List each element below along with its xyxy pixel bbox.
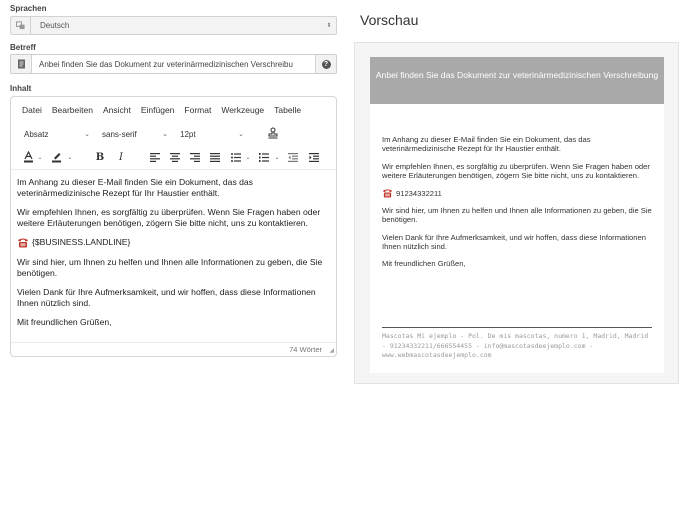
preview-paragraph: Vielen Dank für Ihre Aufmerksamkeit, und wir hoffen, dass diese Informationen Ihnen nützlich sind.: [382, 232, 646, 252]
highlight-icon: [51, 151, 62, 163]
text-color-icon: [23, 151, 34, 163]
preview-panel: [354, 42, 679, 384]
content-phone-line: [17, 237, 330, 248]
preview-title: Vorschau: [360, 12, 419, 28]
content-paragraph: Mit freundlichen Grüßen,: [17, 317, 112, 327]
content-paragraph: Wir sind hier, um Ihnen zu helfen und Ihnen alle Informationen zu geben, die Sie benötigen.: [17, 257, 323, 278]
bold-button[interactable]: B: [95, 151, 105, 163]
outdent-icon: [288, 153, 298, 162]
font-size-dropdown[interactable]: [178, 127, 246, 141]
align-justify-icon: [210, 153, 220, 162]
block-format-dropdown[interactable]: [22, 127, 92, 141]
indent-button[interactable]: [308, 149, 320, 165]
font-size-value: 12pt: [180, 129, 196, 139]
highlight-color-button[interactable]: [50, 149, 62, 165]
preview-paragraph: Mit freundlichen Grüßen,: [382, 259, 466, 269]
chevron-down-icon[interactable]: ⌄: [67, 154, 73, 161]
align-right-button[interactable]: [189, 149, 201, 165]
editor-statusbar: [11, 342, 336, 356]
chevron-down-icon: ⌄: [162, 131, 168, 138]
document-icon: [11, 55, 32, 73]
rich-text-editor: [10, 96, 337, 357]
chevron-updown-icon: ⬍: [326, 23, 332, 29]
preview-email-footer: Mascotas Mi ejemplo - Pol. De mis mascotas, numero 1, Madrid, Madrid - 91234332211/666554455 - info@mascotasdeejemplo.com - www.webmascotasdeejemplo.com: [382, 327, 652, 361]
preview-paragraph: Im Anhang zu dieser E-Mail finden Sie ein Dokument, das das veterinärmedizinische Rezept für Ihr Haustier enthält.: [382, 135, 591, 154]
chevron-down-icon[interactable]: ⌄: [37, 154, 43, 161]
preview-phone-number: 91234332211: [396, 188, 442, 198]
editor-menubar: [11, 97, 336, 123]
chevron-down-icon[interactable]: ⌄: [245, 154, 251, 161]
bullet-list-button[interactable]: [230, 149, 242, 165]
menu-format[interactable]: Format: [184, 105, 212, 115]
font-family-value: sans-serif: [102, 129, 137, 139]
preview-email-header: Anbei finden Sie das Dokument zur veterinärmedizinischen Verschreibung: [370, 57, 664, 104]
language-icon: [11, 17, 31, 34]
chevron-down-icon: ⌄: [238, 131, 244, 138]
preview-email-body: [382, 135, 654, 277]
outdent-button[interactable]: [287, 149, 299, 165]
chevron-down-icon: ⌄: [84, 131, 90, 138]
languages-label: Sprachen: [10, 4, 47, 13]
subject-input[interactable]: [32, 55, 315, 73]
content-paragraph: Im Anhang zu dieser E-Mail finden Sie ein Dokument, das das veterinärmedizinische Rezept für Ihr Haustier enthält.: [17, 177, 253, 198]
subject-label: Betreff: [10, 43, 36, 52]
preview-paragraph: Wir empfehlen Ihnen, es sorgfältig zu überprüfen. Wenn Sie Fragen haben oder weitere Erläuterungen benötigen, zögern Sie bitte nicht, uns zu kontaktieren.: [382, 161, 650, 180]
align-left-icon: [150, 153, 160, 162]
stamp-button[interactable]: [265, 125, 281, 141]
subject-field-group: [10, 54, 337, 74]
resize-handle-icon[interactable]: ◢: [329, 348, 334, 354]
chevron-down-icon[interactable]: ⌄: [274, 154, 280, 161]
editor-content-area[interactable]: [11, 169, 336, 341]
word-count: 74 Wörter: [289, 345, 322, 354]
stamp-icon: [267, 127, 279, 139]
align-right-icon: [190, 153, 200, 162]
language-select[interactable]: [10, 16, 337, 35]
help-button[interactable]: [315, 55, 336, 73]
editor-toolbar-style: [11, 147, 336, 167]
help-icon: ?: [322, 60, 331, 69]
align-left-button[interactable]: [149, 149, 161, 165]
align-justify-button[interactable]: [209, 149, 221, 165]
telephone-icon: [382, 188, 393, 198]
telephone-icon: [17, 237, 29, 248]
text-color-button[interactable]: [22, 149, 34, 165]
italic-button[interactable]: I: [119, 151, 123, 163]
menu-view[interactable]: Ansicht: [102, 105, 131, 115]
align-center-button[interactable]: [169, 149, 181, 165]
menu-tools[interactable]: Werkzeuge: [221, 105, 265, 115]
language-select-value: Deutsch: [40, 21, 70, 30]
align-center-icon: [170, 153, 180, 162]
editor-toolbar-format: [11, 123, 336, 145]
numbered-list-button[interactable]: [258, 149, 270, 165]
block-format-value: Absatz: [24, 129, 49, 139]
preview-phone-line: [382, 188, 654, 198]
menu-file[interactable]: Datei: [22, 105, 42, 115]
preview-email-card: [370, 57, 664, 373]
menu-table[interactable]: Tabelle: [274, 105, 302, 115]
landline-placeholder: {$BUSINESS.LANDLINE}: [32, 237, 131, 248]
font-family-dropdown[interactable]: [100, 127, 170, 141]
content-paragraph: Vielen Dank für Ihre Aufmerksamkeit, und wir hoffen, dass diese Informationen Ihnen nützlich sind.: [17, 287, 316, 308]
numbered-list-icon: [259, 153, 269, 162]
content-label: Inhalt: [10, 84, 32, 93]
preview-paragraph: Wir sind hier, um Ihnen zu helfen und Ihnen alle Informationen zu geben, die Sie benötigen.: [382, 206, 652, 225]
indent-icon: [309, 153, 319, 162]
bullet-list-icon: [231, 153, 241, 162]
content-paragraph: Wir empfehlen Ihnen, es sorgfältig zu überprüfen. Wenn Sie Fragen haben oder weitere Erläuterungen benötigen, zögern Sie bitte nicht, uns zu kontaktieren.: [17, 207, 321, 228]
menu-insert[interactable]: Einfügen: [140, 105, 175, 115]
menu-edit[interactable]: Bearbeiten: [51, 105, 93, 115]
